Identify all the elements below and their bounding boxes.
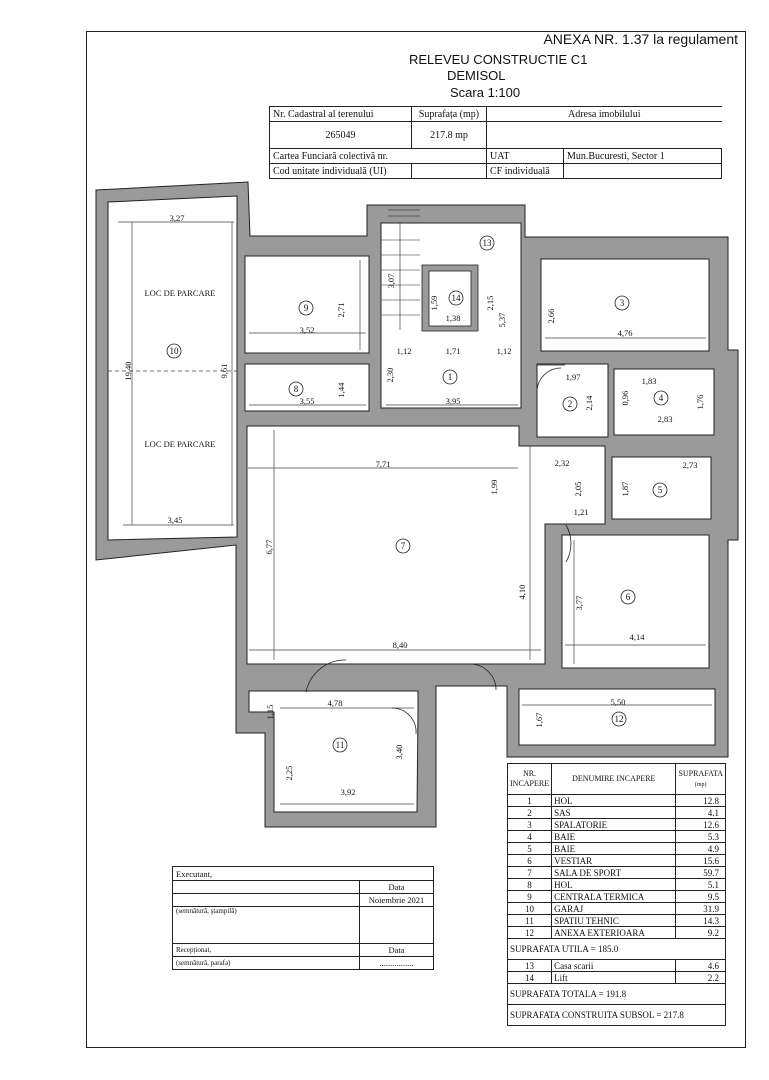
room-area: 4.1 <box>676 807 726 819</box>
room-nr: 5 <box>508 843 552 855</box>
signature-label-2: (semnătură, parafa) <box>173 957 360 970</box>
table-row <box>508 927 726 939</box>
room-name: SALA DE SPORT <box>552 867 676 879</box>
room-number: 6 <box>625 592 631 602</box>
table-row <box>508 867 726 879</box>
dimension-label: 3,95 <box>445 396 461 406</box>
room-name: BAIE <box>552 843 676 855</box>
room-area: 59.7 <box>676 867 726 879</box>
room-number: 9 <box>303 303 309 313</box>
dimension-label: 8,40 <box>392 640 408 650</box>
dimension-label: 4,78 <box>327 698 343 708</box>
room-area: 4.9 <box>676 843 726 855</box>
room-number: 5 <box>657 485 663 495</box>
dimension-label: 2,25 <box>284 765 294 781</box>
drawing-scale: Scara 1:100 <box>450 85 521 100</box>
dimension-label: 1,71 <box>445 346 461 356</box>
cadastral-label: Nr. Cadastral al terenului <box>270 107 412 122</box>
executant-title: Executant, <box>173 867 434 881</box>
room-area: 2.2 <box>676 972 726 984</box>
room-name: CENTRALA TERMICA <box>552 891 676 903</box>
dimension-label: 4,76 <box>617 328 633 338</box>
usable-area-total: SUPRAFATA UTILA = 185.0 <box>508 939 726 960</box>
room-nr: 10 <box>508 903 552 915</box>
dimension-label: 7,71 <box>375 459 391 469</box>
room-nr: 6 <box>508 855 552 867</box>
cf-individual-label: CF individuală <box>487 164 564 179</box>
signature-label: (semnătură, ştampilă) <box>173 907 360 944</box>
dimension-label: 2,15 <box>485 295 495 311</box>
receptionat-label: Recepționat, <box>173 944 360 957</box>
dimension-label: 2,71 <box>336 302 346 318</box>
dimension-label: 3,27 <box>169 213 185 223</box>
drawing-title: RELEVEU CONSTRUCTIE C1 <box>409 52 588 67</box>
dimension-label: 1,67 <box>534 712 544 728</box>
dimension-label: 4,14 <box>629 632 645 642</box>
room-nr: 7 <box>508 867 552 879</box>
table-row <box>508 831 726 843</box>
room-name: SPALATORIE <box>552 819 676 831</box>
room-name: BAIE <box>552 831 676 843</box>
room-nr: 2 <box>508 807 552 819</box>
table-row <box>508 819 726 831</box>
dimension-label: 5,37 <box>497 312 507 328</box>
table-row <box>508 972 726 984</box>
room-area: 15.6 <box>676 855 726 867</box>
parking-label-bottom: LOC DE PARCARE <box>144 439 216 449</box>
total-area: SUPRAFATA TOTALA = 191.8 <box>508 984 726 1005</box>
room-area: 4.6 <box>676 960 726 972</box>
dimension-label: 3,45 <box>167 515 183 525</box>
surface-label: Suprafața (mp) <box>412 107 487 122</box>
dimension-label: 9,61 <box>219 363 229 379</box>
room-nr: 13 <box>508 960 552 972</box>
dimension-label: 2,14 <box>584 395 594 411</box>
room-area: 9.2 <box>676 927 726 939</box>
room-name: Casa scarii <box>552 960 676 972</box>
room-number: 2 <box>567 399 573 409</box>
dimension-label: 3,77 <box>574 595 584 611</box>
parking-label-top: LOC DE PARCARE <box>144 288 216 298</box>
dimension-label: 4,10 <box>517 584 527 600</box>
table-row <box>508 843 726 855</box>
dimension-label: 0,96 <box>620 390 630 406</box>
table-row <box>508 807 726 819</box>
dimension-label: 1,15 <box>265 704 275 720</box>
date-label: Data <box>360 881 434 894</box>
dimension-label: 2,30 <box>385 367 395 383</box>
room-name: HOL <box>552 795 676 807</box>
room-name: HOL <box>552 879 676 891</box>
dimension-label: 2,05 <box>573 481 583 497</box>
room-number: 4 <box>658 393 664 403</box>
dimension-label: 1,12 <box>396 346 412 356</box>
dimension-label: 3,40 <box>394 744 404 760</box>
table-row <box>508 903 726 915</box>
dimension-label: 3,55 <box>299 396 315 406</box>
dimension-label: 1,83 <box>641 376 657 386</box>
dimension-label: 3,52 <box>299 325 315 335</box>
room-number: 14 <box>451 293 461 303</box>
room-area: 31.9 <box>676 903 726 915</box>
room-nr: 8 <box>508 879 552 891</box>
table-row <box>508 891 726 903</box>
built-area: SUPRAFATA CONSTRUITA SUBSOL = 217.8 <box>508 1005 726 1026</box>
room-area: 9.5 <box>676 891 726 903</box>
dimension-label: 2,83 <box>657 414 673 424</box>
dimension-label: 2,32 <box>554 458 570 468</box>
table-row <box>508 855 726 867</box>
room-area: 5.3 <box>676 831 726 843</box>
dimension-label: 1,99 <box>489 479 499 495</box>
dimension-label: 19,40 <box>123 361 133 381</box>
room-number: 3 <box>619 298 625 308</box>
table-row <box>508 915 726 927</box>
uat-label: UAT <box>487 149 564 164</box>
col-nr-header: NR. INCAPERE <box>508 764 552 795</box>
dots: ................ <box>360 957 434 970</box>
dimension-label: 3,07 <box>386 273 396 289</box>
executant-table <box>172 866 434 970</box>
room-number: 8 <box>293 384 299 394</box>
room-number: 11 <box>335 740 345 750</box>
room-name: ANEXA EXTERIOARA <box>552 927 676 939</box>
room-area: 12.6 <box>676 819 726 831</box>
dimension-label: 1,44 <box>336 382 346 398</box>
table-row <box>508 795 726 807</box>
cadastral-value: 265049 <box>270 122 412 149</box>
dimension-label: 1,12 <box>496 346 512 356</box>
room-name: SPATIU TEHNIC <box>552 915 676 927</box>
room-name: GARAJ <box>552 903 676 915</box>
col-area-header: SUPRAFATA (mp) <box>676 764 726 795</box>
uat-value: Mun.Bucuresti, Sector 1 <box>564 149 722 164</box>
address-label: Adresa imobilului <box>487 107 722 122</box>
room-nr: 12 <box>508 927 552 939</box>
dimension-label: 6,77 <box>264 539 274 555</box>
room-number: 10 <box>169 346 179 356</box>
table-row <box>508 960 726 972</box>
room-nr: 9 <box>508 891 552 903</box>
col-name-header: DENUMIRE INCAPERE <box>552 764 676 795</box>
surface-value: 217.8 mp <box>412 122 487 149</box>
room-name: SAS <box>552 807 676 819</box>
room-number: 1 <box>447 372 453 382</box>
room-area: 5.1 <box>676 879 726 891</box>
table-row <box>508 879 726 891</box>
room-area: 12.8 <box>676 795 726 807</box>
date-label-2: Data <box>360 944 434 957</box>
room-area: 14.3 <box>676 915 726 927</box>
room-nr: 3 <box>508 819 552 831</box>
annex-label: ANEXA NR. 1.37 la regulament <box>543 31 738 47</box>
dimension-label: 2,66 <box>546 308 556 324</box>
room-nr: 14 <box>508 972 552 984</box>
dimension-label: 1,59 <box>429 295 439 311</box>
room-nr: 4 <box>508 831 552 843</box>
room-number: 12 <box>614 714 624 724</box>
dimension-label: 5,50 <box>610 697 626 707</box>
ui-label: Cod unitate individuală (UI) <box>270 164 412 179</box>
drawing-subtitle: DEMISOL <box>447 68 506 83</box>
dimension-label: 1,76 <box>695 394 705 410</box>
room-name: VESTIAR <box>552 855 676 867</box>
date-value: Noiembrie 2021 <box>360 894 434 907</box>
room-nr: 11 <box>508 915 552 927</box>
dimension-label: 1,97 <box>565 372 581 382</box>
dimension-label: 1,38 <box>445 313 461 323</box>
room-number: 13 <box>482 238 492 248</box>
rooms-table <box>507 763 726 1026</box>
cf-collective-label: Cartea Funciară colectivă nr. <box>270 149 487 164</box>
dimension-label: 3,92 <box>340 787 356 797</box>
room-nr: 1 <box>508 795 552 807</box>
room-name: Lift <box>552 972 676 984</box>
dimension-label: 1,87 <box>620 481 630 497</box>
dimension-label: 1,21 <box>573 507 589 517</box>
room-number: 7 <box>400 541 406 551</box>
dimension-label: 2,73 <box>682 460 698 470</box>
